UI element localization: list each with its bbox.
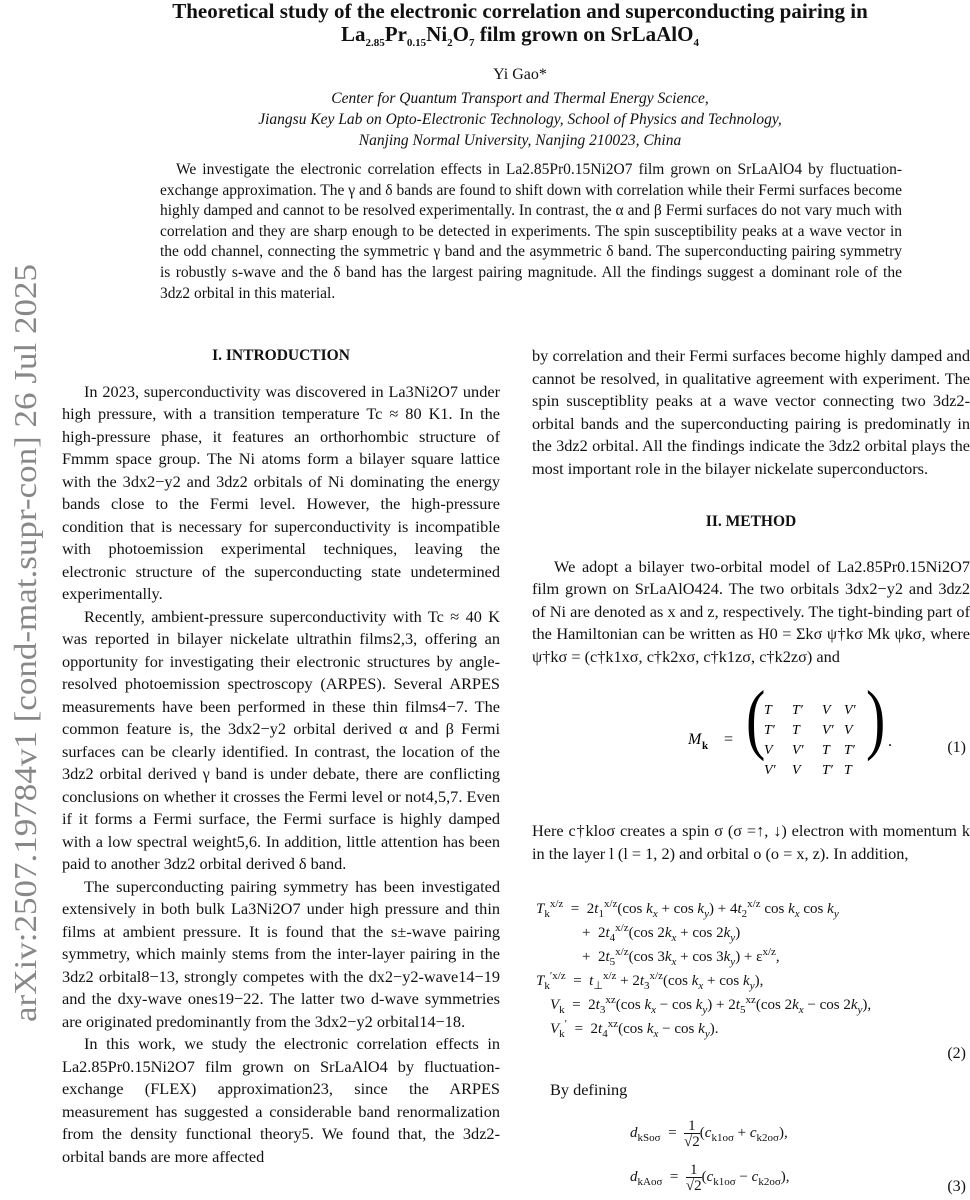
author-name: Yi Gao* bbox=[493, 66, 547, 83]
svg-text:V′: V′ bbox=[764, 763, 776, 778]
equation-2: $T_k^{x/z} = 2t_1^{x/z}(\cos$ $k_x + \cos k_y) + 4t_2^{x/z}$ $\cos k_x$ $\cos k_y$ + $2t_4^{x/z}(\cos$ $2k_x + \cos 2k_y$) + $2t_5^{x/z}(\cos$ $3k_x + \cos 3k_y) + \varepsilon^{x/z}$, $T_k^{'x/z} = t_\perp^{x/z} + 2t_3^{x/z}(\cos$ $k_x + \cos k_y$), $V_k = 2t_3^{xz}(\cos$ $k_x - \cos k_y) + 2t_5^{xz}(\cos$ $2k_x - \cos 2k_y$), $V_k' = 2t_4^{xz}(\cos$ $k_x - \cos k_y$). bbox=[536, 898, 872, 1040]
method-paragraph: We adopt a bilayer two-orbital model of La2.85Pr0.15Ni2O7 film grown on SrLaAlO424. The two orbitals 3dx2−y2 and 3dz2 of Ni are denoted as x and z, respectively. The tight-binding part of the Hamiltonian can be written as H0 = Σkσ ψ†kσ Mk ψkσ, where ψ†kσ = (c†k1xσ, c†k2xσ, c†k1zσ, c†k2zσ) and bbox=[532, 556, 970, 666]
affiliation bbox=[90, 88, 950, 151]
svg-text:): ) bbox=[866, 688, 886, 762]
svg-text:T′: T′ bbox=[822, 763, 833, 778]
svg-text:.: . bbox=[888, 733, 892, 750]
right-column bbox=[532, 345, 970, 1200]
svg-text:T′: T′ bbox=[792, 703, 803, 718]
abstract: We investigate the electronic correlation effects in La2.85Pr0.15Ni2O7 film grown on SrLaAlO4 by fluctuation-exchange approximation. The γ and δ bands are found to shift down with correlation while their Fermi surfaces become highly damped and cannot to be resolved experimentally. In contrast, the α and β Fermi surfaces do not vary much with correlation and they are sharp enough to be detected in experiments. The spin susceptibility peaks at a wave vector in the odd channel, connecting the symmetric γ band and the asymmetric δ band. The superconducting pairing symmetry is robustly s-wave and the δ band has the largest pairing magnitude. All the findings suggest a dominant role of the 3dz2 orbital in this material. bbox=[160, 161, 902, 302]
affiliation-line-1: Center for Quantum Transport and Thermal Energy Science, bbox=[331, 90, 709, 107]
intro-paragraph-4: In this work, we study the electronic correlation effects in La2.85Pr0.15Ni2O7 film grown on SrLaAlO4 by fluctuation-exchange (FLEX) approximation23, since the ARPES measurement has suggested a considerable band renormalization from the density functional theory5. We found that, the 3dz2-orbital bands are more affected bbox=[62, 1034, 500, 1166]
affiliation-line-2: Jiangsu Key Lab on Opto-Electronic Technology, School of Physics and Technology, bbox=[258, 111, 782, 128]
intro-paragraph-1: In 2023, superconductivity was discovered in La3Ni2O7 under high pressure, with a transition temperature Tc ≈ 80 K1. In the high-pressure phase, it features an orthorhombic structure of Fmmm space group. The Ni atoms form a bilayer square lattice with the 3dx2−y2 and 3dz2 orbitals of Ni dominating the energy bands close to the Fermi level. However, the high-pressure condition that is necessary for superconductivity is incompatible with photoemission experimental techniques, leaving the electronic structure of the superconducting state undetermined experimentally. bbox=[62, 381, 500, 603]
svg-text:V: V bbox=[764, 743, 773, 758]
intro-paragraph-4-continued: by correlation and their Fermi surfaces become highly damped and cannot be resolved, in qualitative agreement with experiment. The spin susceptiblity peaks at a wave vector connecting two 3dz2-orbital bands and the superconducting pairing is predominatly in the 3dz2 orbital. All the findings indicate the 3dz2 orbital plays the most important role in the bilayer nickelate superconductors. bbox=[532, 346, 970, 478]
svg-text:V′: V′ bbox=[792, 743, 804, 758]
equation-3-number: (3) bbox=[947, 1178, 966, 1195]
svg-text:=: = bbox=[724, 731, 734, 748]
here-paragraph: Here c†kloσ creates a spin σ (σ =↑, ↓) electron with momentum k in the layer l (l = 1, 2) and orbital o (o = x, z). In addition, bbox=[532, 821, 970, 863]
paper-title bbox=[90, 0, 950, 50]
equation-2-number: (2) bbox=[947, 1045, 966, 1062]
svg-text:T: T bbox=[764, 703, 772, 718]
svg-text:V: V bbox=[792, 763, 801, 778]
svg-text:T: T bbox=[792, 723, 800, 738]
affiliation-line-3: Nanjing Normal University, Nanjing 210023, China bbox=[358, 132, 682, 149]
arxiv-stamp-text: arXiv:2507.19784v1 [cond-mat.supr-con] 26 Jul 2025 bbox=[7, 329, 43, 1022]
svg-text:V′: V′ bbox=[822, 723, 834, 738]
equation-1-number: (1) bbox=[947, 739, 966, 756]
equation-1-close bbox=[866, 688, 896, 800]
svg-text:V: V bbox=[822, 703, 831, 718]
intro-paragraph-3: The superconducting pairing symmetry has been investigated extensively in both bulk La3Ni2O7 under high pressure and thin films at ambient pressure. It is found that the s±-wave pairing symmetry, which mainly stems from the inter-layer pairing in the 3dz2 orbital8−13, strongly competes with the dx2−y2-wave14−19 and the dxy-wave ones19−22. The latter two d-wave symmetries are originated predominantly from the 3dx2−y2 orbital14−18. bbox=[62, 876, 500, 1031]
svg-text:T′: T′ bbox=[764, 723, 775, 738]
title-line-1: Theoretical study of the electronic correlation and superconducting pairing in bbox=[172, 0, 868, 23]
svg-text:T: T bbox=[822, 743, 830, 758]
equation-3: $d_{kSo\sigma} = 1$ $√2(c_{k1o\sigma} + c_{k2o\sigma})$, $d_{kAo\sigma} = 1$ $√2(c_{k1o\sigma} - c_{k2o\sigma})$, bbox=[630, 1117, 790, 1194]
svg-text:M: M bbox=[688, 731, 702, 748]
section-method-heading: II. METHOD bbox=[705, 513, 797, 530]
svg-text:k: k bbox=[702, 740, 709, 752]
intro-paragraph-2: Recently, ambient-pressure superconductivity with Tc ≈ 40 K was reported in bilayer nickelate ultrathin films2,3, offering an opportunity for investigating their electronic structures by angle-resolved photoemission spectroscopy (ARPES). Several ARPES measurements have been performed in these thin films4−7. The common feature is, the 3dx2−y2 orbital derived α and β Fermi surfaces can be clearly identified. In contrast, the location of the 3dz2 orbital derived γ band is under debate, there are conflicting conclusions on whether it crosses the Fermi level or not4,5,7. Even if it forms a Fermi surface, the Fermi surface is highly damped with a low spectral weight5,6. In addition, little attention has been paid to another 3dz2 orbital derived δ band. bbox=[62, 606, 500, 873]
section-introduction-heading: I. INTRODUCTION bbox=[212, 347, 350, 364]
arxiv-stamp bbox=[2, 262, 46, 1022]
svg-text:(: ( bbox=[746, 688, 766, 762]
title-line-2: $La_{2.85}Pr_{0.15}Ni_2O_7$ film grown on SrLaAlO$_4$ bbox=[341, 22, 699, 50]
svg-text:V′: V′ bbox=[844, 703, 856, 718]
left-column bbox=[62, 345, 500, 1168]
svg-text:V: V bbox=[844, 723, 853, 738]
by-defining-text: By defining bbox=[550, 1080, 628, 1099]
matrix-mk-svg bbox=[688, 688, 868, 792]
svg-text:T: T bbox=[844, 763, 852, 778]
equation-1 bbox=[688, 688, 868, 800]
svg-text:T′: T′ bbox=[844, 743, 855, 758]
